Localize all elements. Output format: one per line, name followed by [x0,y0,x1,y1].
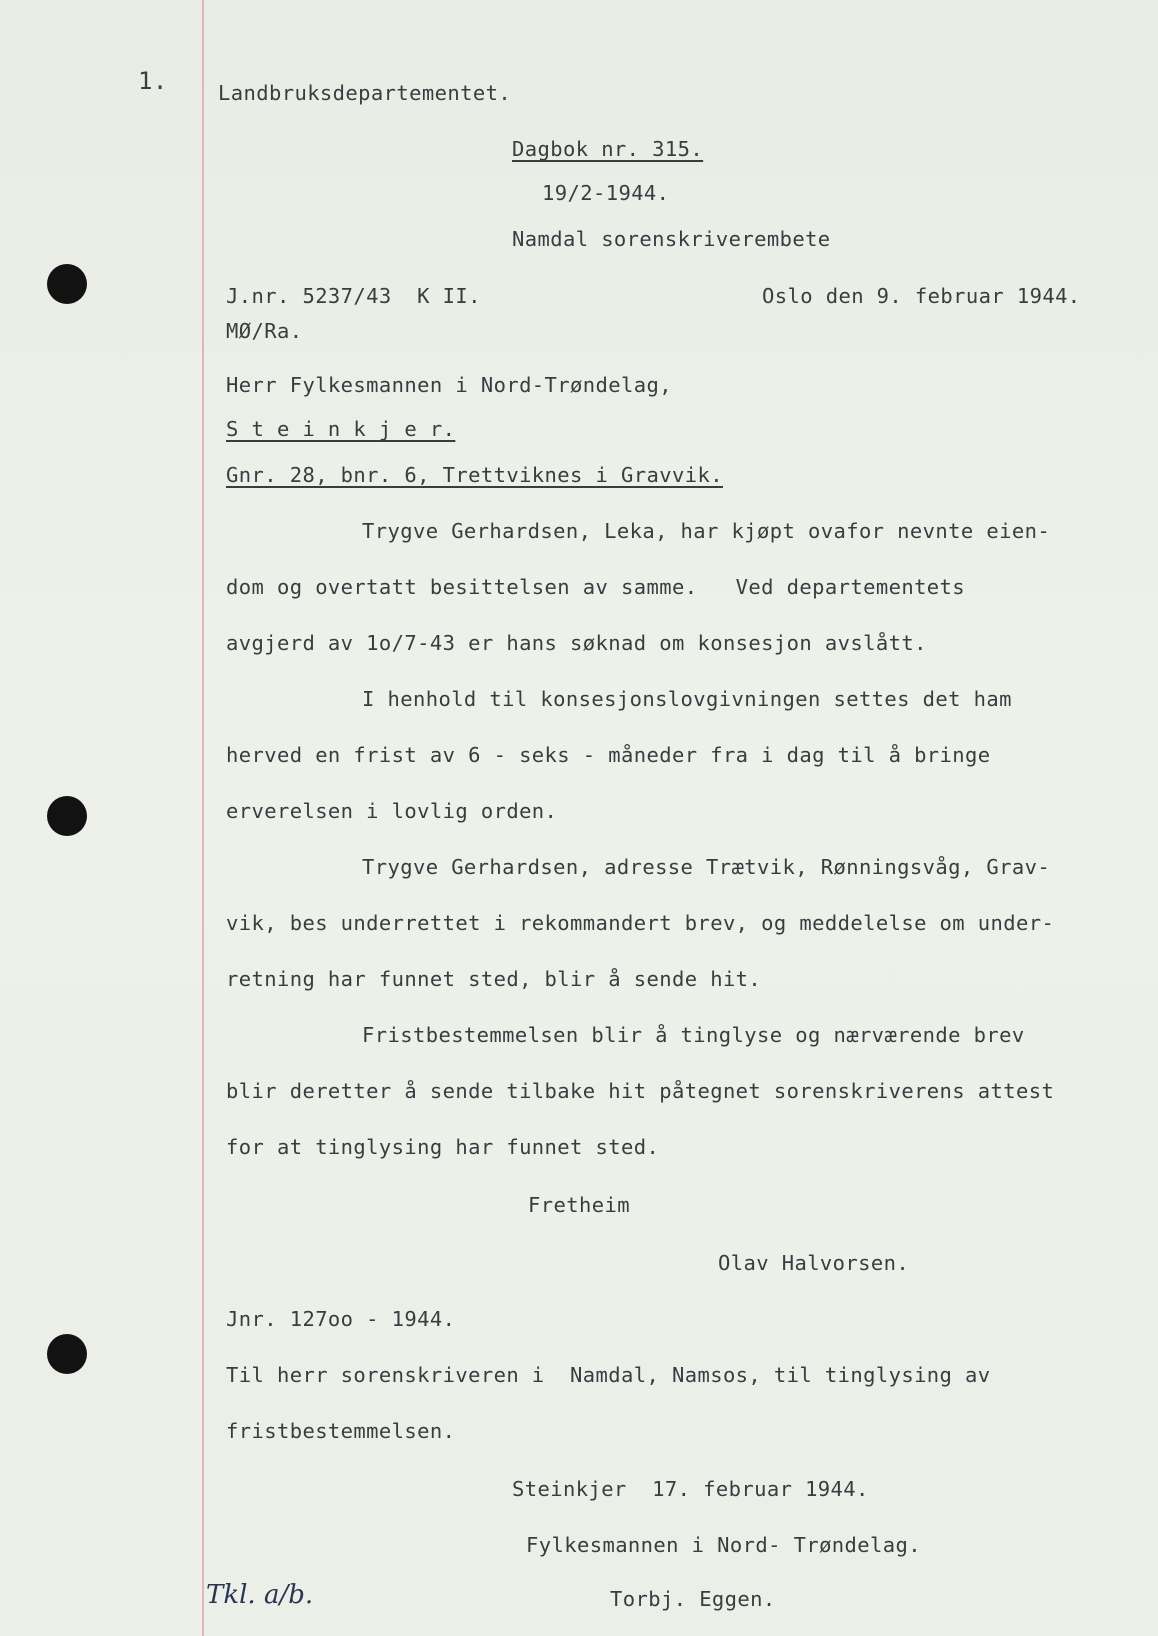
body-line: for at tinglysing har funnet sted. [226,1135,660,1159]
signature-halvorsen: Olav Halvorsen. [718,1251,910,1275]
recipient-city: S t e i n k j e r. [226,417,456,441]
margin-line [202,0,204,1636]
body-line: herved en frist av 6 - seks - måneder fra i dag til å bringe [226,743,991,767]
place-date-2: Steinkjer 17. februar 1944. [512,1477,869,1501]
recipient: Herr Fylkesmannen i Nord-Trøndelag, [226,373,672,397]
dagbok-date: 19/2-1944. [542,181,670,205]
body-line: vik, bes underrettet i rekommandert brev, og meddelelse om under- [226,911,1055,935]
body-line: I henhold til konsesjonslovgivningen settes det ham [362,687,1012,711]
body-line: avgjerd av 1o/7-43 er hans søknad om konsesjon avslått. [226,631,927,655]
signer-office: Fylkesmannen i Nord- Trøndelag. [526,1533,922,1557]
forward-line: fristbestemmelsen. [226,1419,456,1443]
body-line: dom og overtatt besittelsen av samme. Ved departementets [226,575,966,599]
body-line: Trygve Gerhardsen, adresse Trætvik, Rønningsvåg, Grav- [362,855,1051,879]
handwritten-note: Tkl. a/b. [206,1580,314,1610]
initials: MØ/Ra. [226,319,303,343]
sender: Landbruksdepartementet. [218,81,512,105]
page-number: 1. [138,67,168,95]
body-line: Trygve Gerhardsen, Leka, har kjøpt ovafor nevnte eien- [362,519,1051,543]
subject-line: Gnr. 28, bnr. 6, Trettviknes i Gravvik. [226,463,723,487]
dagbok-number: Dagbok nr. 315. [512,137,704,161]
body-line: retning har funnet sted, blir å sende hit. [226,967,762,991]
punch-hole [47,796,87,836]
punch-hole [47,1334,87,1374]
journal-number-2: Jnr. 127oo - 1944. [226,1307,456,1331]
office-name: Namdal sorenskriverembete [512,227,831,251]
forward-line: Til herr sorenskriveren i Namdal, Namsos, til tinglysing av [226,1363,991,1387]
punch-hole [47,264,87,304]
body-line: erverelsen i lovlig orden. [226,799,558,823]
signature-fretheim: Fretheim [528,1193,630,1217]
journal-reference: J.nr. 5237/43 K II. [226,284,481,308]
body-line: blir deretter å sende tilbake hit påtegnet sorenskriverens attest [226,1079,1055,1103]
signer-name: Torbj. Eggen. [610,1587,776,1611]
body-line: Fristbestemmelsen blir å tinglyse og nærværende brev [362,1023,1025,1047]
place-date: Oslo den 9. februar 1944. [762,284,1081,308]
